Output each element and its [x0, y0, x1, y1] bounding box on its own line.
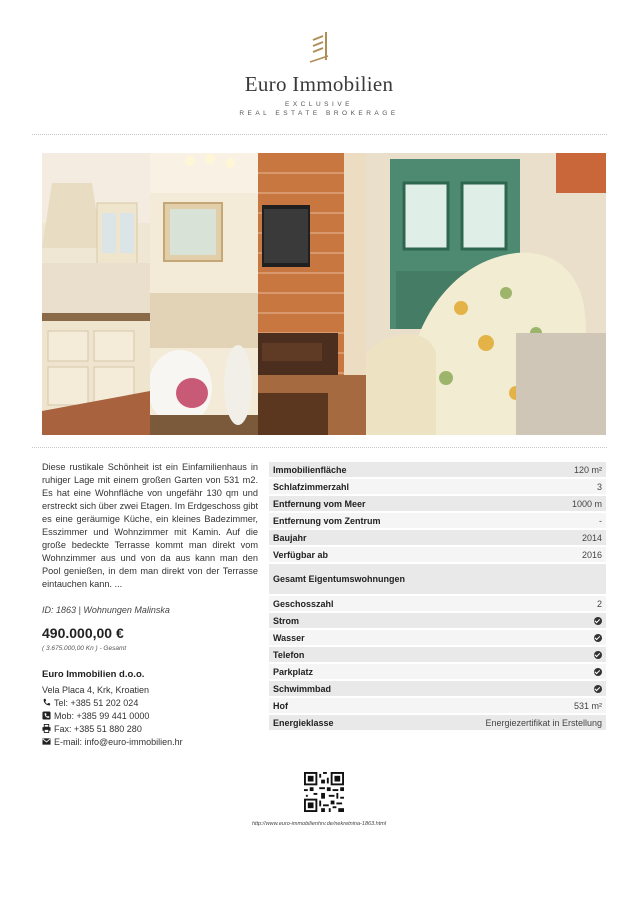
- envelope-icon: [42, 737, 51, 746]
- property-facts-table: [269, 460, 606, 732]
- fact-check-cell: [417, 681, 606, 696]
- living-room-teapot-photo: [150, 153, 258, 435]
- fact-row: [269, 530, 606, 545]
- tv-brick-wall-photo: [258, 153, 366, 435]
- fact-row: [269, 496, 606, 511]
- fax-text: Fax: +385 51 880 280: [54, 724, 142, 734]
- fact-label: Schwimmbad: [269, 681, 417, 696]
- logo-icon: [307, 30, 331, 66]
- fact-value: 1000 m: [417, 496, 606, 511]
- phone-icon: [42, 698, 51, 707]
- fact-label: Entfernung vom Meer: [269, 496, 417, 511]
- fact-value: [417, 564, 606, 594]
- fact-value: 3: [417, 479, 606, 494]
- fact-row: [269, 513, 606, 528]
- fact-label: Baujahr: [269, 530, 417, 545]
- email-text: E-mail: info@euro-immobilien.hr: [54, 737, 183, 747]
- fact-check-cell: [417, 630, 606, 645]
- mobile-phone-icon: [42, 711, 51, 720]
- fact-value: 120 m²: [417, 462, 606, 477]
- price-kuna: ( 3.675.000,00 Kn ) - Gesamt: [42, 645, 127, 652]
- fact-row: [269, 462, 606, 477]
- fact-row: [269, 479, 606, 494]
- armchair-cabinet-photo: [366, 153, 606, 435]
- fact-row: [269, 630, 606, 645]
- fact-check-cell: [417, 613, 606, 628]
- fact-label: Parkplatz: [269, 664, 417, 679]
- kitchen-photo: [42, 153, 150, 435]
- tagline-brokerage: REAL ESTATE BROKERAGE: [239, 110, 399, 117]
- fact-value: Energiezertifikat in Erstellung: [417, 715, 606, 730]
- fact-label: Hof: [269, 698, 417, 713]
- fact-value: 2016: [417, 547, 606, 562]
- fact-row: [269, 613, 606, 628]
- fact-row: [269, 596, 606, 611]
- contact-email: [42, 737, 183, 747]
- photos-divider: [32, 447, 607, 448]
- tagline-exclusive: EXCLUSIVE: [285, 101, 353, 108]
- fact-label: Verfügbar ab: [269, 547, 417, 562]
- company-address: Vela Placa 4, Krk, Kroatien: [42, 685, 150, 695]
- fact-check-cell: [417, 664, 606, 679]
- fact-value: 531 m²: [417, 698, 606, 713]
- fact-label: Entfernung vom Zentrum: [269, 513, 417, 528]
- page-header: [0, 0, 638, 135]
- check-circle-icon: [594, 685, 602, 693]
- tel-text: Tel: +385 51 202 024: [54, 698, 139, 708]
- check-circle-icon: [594, 617, 602, 625]
- fact-label: Telefon: [269, 647, 417, 662]
- contact-mob: [42, 711, 149, 721]
- property-description: Diese rustikale Schönheit ist ein Einfamilienhaus in ruhiger Lage mit einem großen Garten von 531 m2. Es hat eine Wohnfläche von ungefähr 130 qm und erstreckt sich über zwei Etagen. Im Erdgeschoss gibt es eine geräumige Küche, ein kleines Badezimmer, Esszimmer und Wohnzimmer mit Kamin. Auf die große bedeckte Terrasse kommt man direkt vom Wohnzimmer aus und von da aus kann man den Pool genießen, in dem man direkt von der Terrasse eintauchen kann. ...: [42, 462, 259, 589]
- printer-icon: [42, 724, 51, 733]
- fact-row: [269, 664, 606, 679]
- fact-label: Energieklasse: [269, 715, 417, 730]
- contact-tel: [42, 698, 138, 708]
- fact-row: [269, 564, 606, 594]
- fact-value: -: [417, 513, 606, 528]
- fact-check-cell: [417, 647, 606, 662]
- contact-fax: [42, 724, 142, 734]
- fact-label: Gesamt Eigentumswohnungen: [269, 564, 417, 594]
- fact-row: [269, 715, 606, 730]
- check-circle-icon: [594, 651, 602, 659]
- check-circle-icon: [594, 668, 602, 676]
- header-divider: [32, 134, 607, 135]
- fact-label: Wasser: [269, 630, 417, 645]
- price: 490.000,00 €: [42, 625, 124, 641]
- check-circle-icon: [594, 634, 602, 642]
- fact-row: [269, 681, 606, 696]
- fact-row: [269, 647, 606, 662]
- fact-label: Geschosszahl: [269, 596, 417, 611]
- fact-value: 2: [417, 596, 606, 611]
- fact-row: [269, 547, 606, 562]
- mob-text: Mob: +385 99 441 0000: [54, 711, 150, 721]
- fact-value: 2014: [417, 530, 606, 545]
- fact-label: Schlafzimmerzahl: [269, 479, 417, 494]
- listing-url[interactable]: http://www.euro-immobilienhrv.de/nekretnina-1863.html: [251, 821, 387, 827]
- fact-row: [269, 698, 606, 713]
- qr-code-icon: [304, 772, 344, 812]
- fact-label: Immobilienfläche: [269, 462, 417, 477]
- fact-label: Strom: [269, 613, 417, 628]
- listing-id: ID: 1863 | Wohnungen Malinska: [42, 605, 170, 615]
- company-name: Euro Immobilien d.o.o.: [42, 669, 145, 680]
- brand-name: Euro Immobilien: [244, 72, 394, 96]
